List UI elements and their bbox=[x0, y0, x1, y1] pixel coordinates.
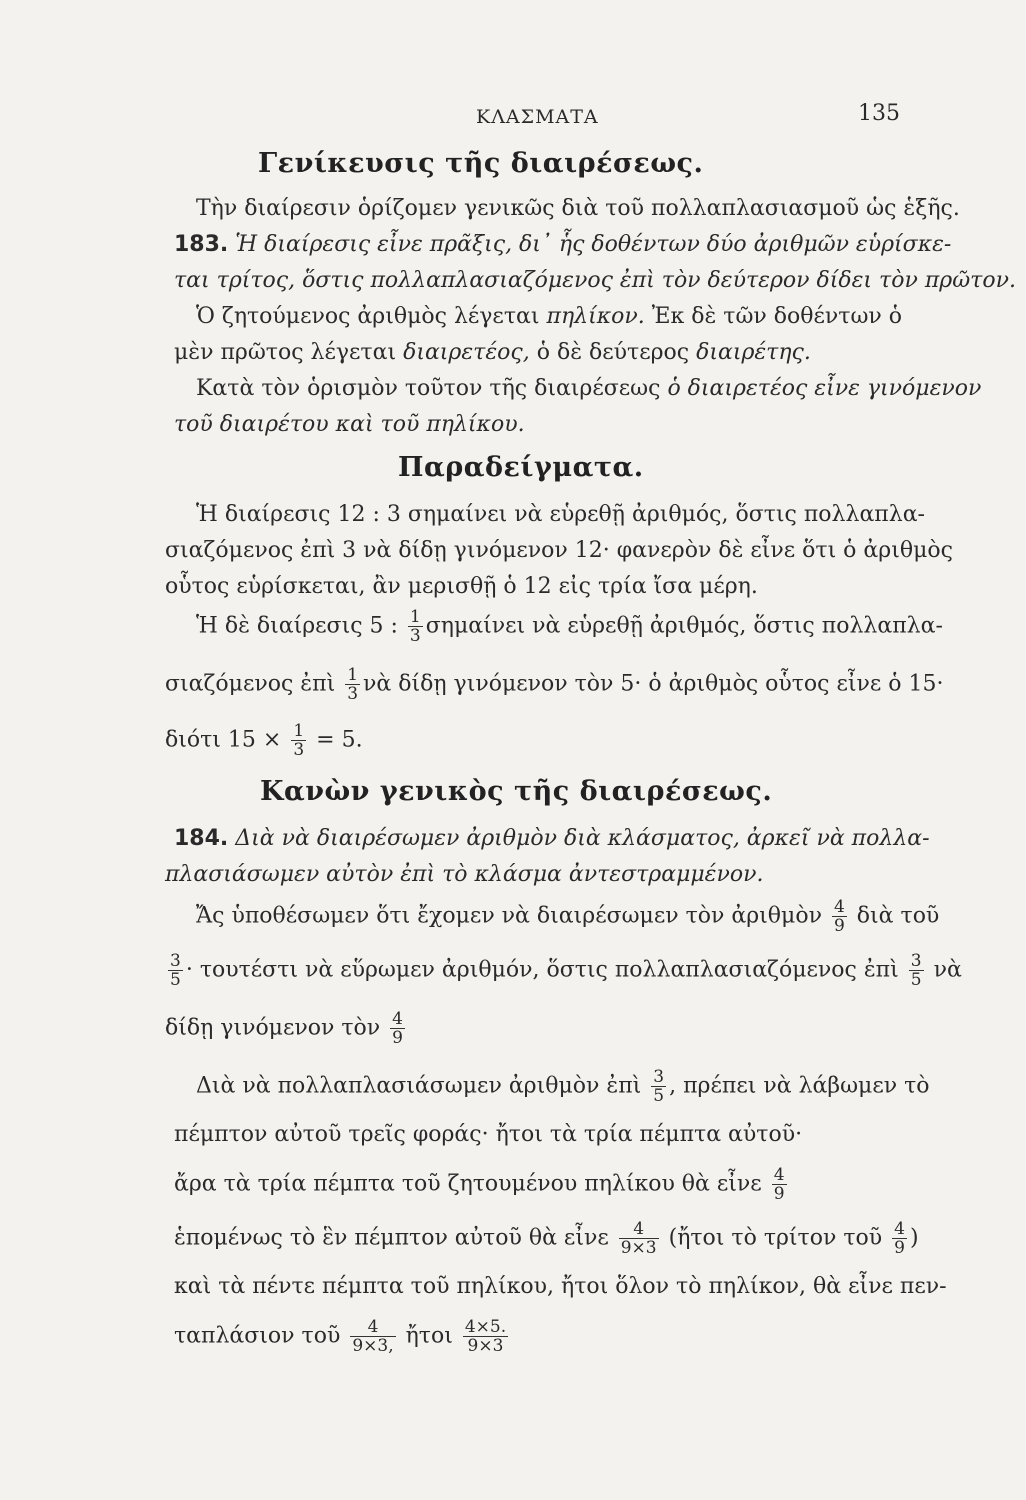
example-1-line-1: Ἡ διαίρεσις 12 : 3 σημαίνει νὰ εὑρεθῇ ἀριθμός, ὅστις πολλαπλα- bbox=[196, 502, 925, 527]
text-fragment: σιαζόμενος ἐπὶ bbox=[165, 671, 336, 697]
definition-text: Ἡ διαίρεσις εἶνε πρᾶξις, δι᾽ ἧς δοθέντων δύο ἀριθμῶν εὑρίσκε- bbox=[235, 232, 952, 257]
text-fragment: ὁ διαιρετέος εἶνε γινόμενον bbox=[667, 376, 982, 401]
rule-line-2 bbox=[165, 952, 962, 989]
fraction-3-5 bbox=[909, 952, 924, 989]
section-heading-generalization: Γενίκευσις τῆς διαιρέσεως. bbox=[258, 148, 704, 179]
rule-line-9 bbox=[174, 1318, 511, 1355]
denominator: 3 bbox=[409, 626, 421, 646]
text-fragment: ἄρα τὰ τρία πέμπτα τοῦ ζητουμένου πηλίκου θὰ εἶνε bbox=[174, 1171, 762, 1197]
running-header: ΚΛΑΣΜΑΤΑ bbox=[476, 106, 599, 128]
example-1-line-3: οὗτος εὑρίσκεται, ἂν μερισθῇ ὁ 12 εἰς τρία ἴσα μέρη. bbox=[165, 574, 758, 599]
fraction-4x5-over-9x3 bbox=[463, 1318, 508, 1355]
text-fragment: ἑπομένως τὸ ἓν πέμπτον αὐτοῦ θὰ εἶνε bbox=[174, 1225, 609, 1251]
text-fragment: διότι 15 × bbox=[165, 727, 282, 753]
text-fragment: = 5. bbox=[316, 727, 363, 753]
example-2-line-1 bbox=[196, 608, 943, 645]
numerator: 3 bbox=[170, 951, 181, 971]
definition-line-1 bbox=[196, 376, 981, 401]
rule-text: Διὰ νὰ διαιρέσωμεν ἀριθμὸν διὰ κλάσματος, ἀρκεῖ νὰ πολλα- bbox=[235, 826, 930, 851]
page-number: 135 bbox=[858, 101, 900, 126]
paragraph-183-line-1 bbox=[174, 232, 951, 257]
paragraph-183-line-3 bbox=[196, 304, 902, 329]
text-fragment: Κατὰ τὸν ὁρισμὸν τοῦτον τῆς διαιρέσεως bbox=[196, 376, 661, 401]
numerator: 4 bbox=[392, 1009, 403, 1029]
paragraph-184-line-2: πλασιάσωμεν αὐτὸν ἐπὶ τὸ κλάσμα ἀντεστραμμένον. bbox=[165, 862, 764, 887]
paragraph-183-line-4 bbox=[174, 340, 811, 365]
term-quotient: πηλίκον. bbox=[546, 304, 645, 329]
text-fragment: μὲν πρῶτος λέγεται bbox=[174, 340, 397, 365]
numerator: 4 bbox=[833, 897, 845, 917]
text-fragment: Ἐκ δὲ τῶν δοθέντων ὁ bbox=[651, 304, 902, 329]
rule-line-6 bbox=[174, 1166, 790, 1203]
fraction-4-9 bbox=[832, 898, 847, 935]
rule-line-4 bbox=[196, 1068, 930, 1105]
text-fragment: δίδῃ γινόμενον τὸν bbox=[165, 1015, 381, 1041]
numerator: 3 bbox=[653, 1067, 665, 1087]
numerator: 3 bbox=[910, 951, 922, 971]
denominator: 3 bbox=[347, 684, 359, 704]
text-fragment: σημαίνει νὰ εὑρεθῇ ἀριθμός, ὅστις πολλαπλα- bbox=[425, 613, 943, 639]
rule-line-7 bbox=[174, 1220, 919, 1257]
numerator: 4 bbox=[773, 1165, 785, 1185]
text-fragment: (ἤτοι τὸ τρίτον τοῦ bbox=[668, 1225, 883, 1251]
definition-line-2: τοῦ διαιρέτου καὶ τοῦ πηλίκου. bbox=[174, 412, 525, 437]
text-fragment: ταπλάσιον τοῦ bbox=[174, 1323, 341, 1349]
text-fragment: νὰ bbox=[933, 957, 962, 983]
denominator: 9×3 bbox=[620, 1238, 657, 1258]
fraction-4-9 bbox=[772, 1166, 787, 1203]
term-dividend: διαιρετέος, bbox=[403, 340, 530, 365]
text-fragment: , πρέπει νὰ λάβωμεν τὸ bbox=[669, 1073, 930, 1099]
denominator: 5 bbox=[910, 970, 922, 990]
example-2-line-2 bbox=[165, 666, 944, 703]
text-fragment: νὰ δίδῃ γινόμενον τὸν 5· ὁ ἀριθμὸς οὗτος εἶνε ὁ 15· bbox=[363, 671, 944, 697]
denominator: 9 bbox=[894, 1238, 905, 1258]
text-fragment: Ἄς ὑποθέσωμεν ὅτι ἔχομεν νὰ διαιρέσωμεν τὸν ἀριθμὸν bbox=[196, 903, 822, 929]
fraction-one-third bbox=[345, 666, 360, 703]
paragraph-184-line-1 bbox=[174, 826, 930, 851]
paragraph-183-line-2: ται τρίτος, ὅστις πολλαπλασιαζόμενος ἐπὶ τὸν δεύτερον δίδει τὸν πρῶτον. bbox=[174, 268, 1016, 293]
example-1-line-2: σιαζόμενος ἐπὶ 3 νὰ δίδῃ γινόμενον 12· φανερὸν δὲ εἶνε ὅτι ὁ ἀριθμὸς bbox=[165, 538, 953, 563]
fraction-4-over-9x3 bbox=[350, 1318, 395, 1355]
fraction-one-third bbox=[408, 608, 423, 645]
fraction-4-9 bbox=[892, 1220, 907, 1257]
example-2-line-3 bbox=[165, 722, 363, 759]
paragraph-number: 184. bbox=[174, 826, 229, 851]
fraction-one-third bbox=[291, 722, 306, 759]
numerator: 4 bbox=[894, 1219, 905, 1239]
numerator: 4×5. bbox=[464, 1317, 507, 1337]
denominator: 9 bbox=[773, 1184, 785, 1204]
denominator: 5 bbox=[170, 970, 181, 990]
fraction-3-5 bbox=[651, 1068, 666, 1105]
denominator: 3 bbox=[293, 740, 305, 760]
section-heading-general-rule: Κανὼν γενικὸς τῆς διαιρέσεως. bbox=[260, 776, 773, 807]
denominator: 9×3 bbox=[467, 1336, 504, 1356]
denominator: 9 bbox=[392, 1028, 403, 1048]
paragraph-number: 183. bbox=[174, 232, 229, 257]
text-fragment: · τουτέστι νὰ εὕρωμεν ἀριθμόν, ὅστις πολλαπλασιαζόμενος ἐπὶ bbox=[185, 957, 899, 983]
section-heading-examples: Παραδείγματα. bbox=[398, 452, 644, 483]
fraction-4-9 bbox=[390, 1010, 405, 1047]
rule-line-5: πέμπτον αὐτοῦ τρεῖς φοράς· ἤτοι τὰ τρία πέμπτα αὐτοῦ· bbox=[174, 1122, 803, 1147]
text-fragment: ἤτοι bbox=[405, 1323, 453, 1349]
numerator: 4 bbox=[619, 1220, 659, 1239]
text-fragment: Διὰ νὰ πολλαπλασιάσωμεν ἀριθμὸν ἐπὶ bbox=[196, 1073, 642, 1099]
fraction-4-over-9x3 bbox=[619, 1220, 659, 1257]
denominator: 9×3, bbox=[352, 1336, 394, 1356]
text-fragment: διὰ τοῦ bbox=[856, 903, 940, 929]
fraction-3-5 bbox=[168, 952, 183, 989]
text-fragment: ὁ δὲ δεύτερος bbox=[536, 340, 690, 365]
numerator: 1 bbox=[347, 665, 359, 685]
intro-line: Τὴν διαίρεσιν ὁρίζομεν γενικῶς διὰ τοῦ πολλαπλασιασμοῦ ὡς ἑξῆς. bbox=[196, 196, 960, 221]
numerator: 4 bbox=[350, 1318, 395, 1337]
text-fragment: Ἡ δὲ διαίρεσις 5 : bbox=[196, 613, 398, 639]
rule-line-3 bbox=[165, 1010, 408, 1047]
term-divisor: διαιρέτης. bbox=[696, 340, 811, 365]
denominator: 5 bbox=[653, 1086, 665, 1106]
text-fragment: Ὁ ζητούμενος ἀριθμὸς λέγεται bbox=[196, 304, 540, 329]
numerator: 1 bbox=[409, 607, 421, 627]
denominator: 9 bbox=[833, 916, 845, 936]
text-fragment: ) bbox=[909, 1225, 919, 1251]
rule-line-1 bbox=[196, 898, 939, 935]
rule-line-8: καὶ τὰ πέντε πέμπτα τοῦ πηλίκου, ἤτοι ὅλον τὸ πηλίκον, θὰ εἶνε πεν- bbox=[174, 1274, 947, 1299]
numerator: 1 bbox=[293, 721, 305, 741]
